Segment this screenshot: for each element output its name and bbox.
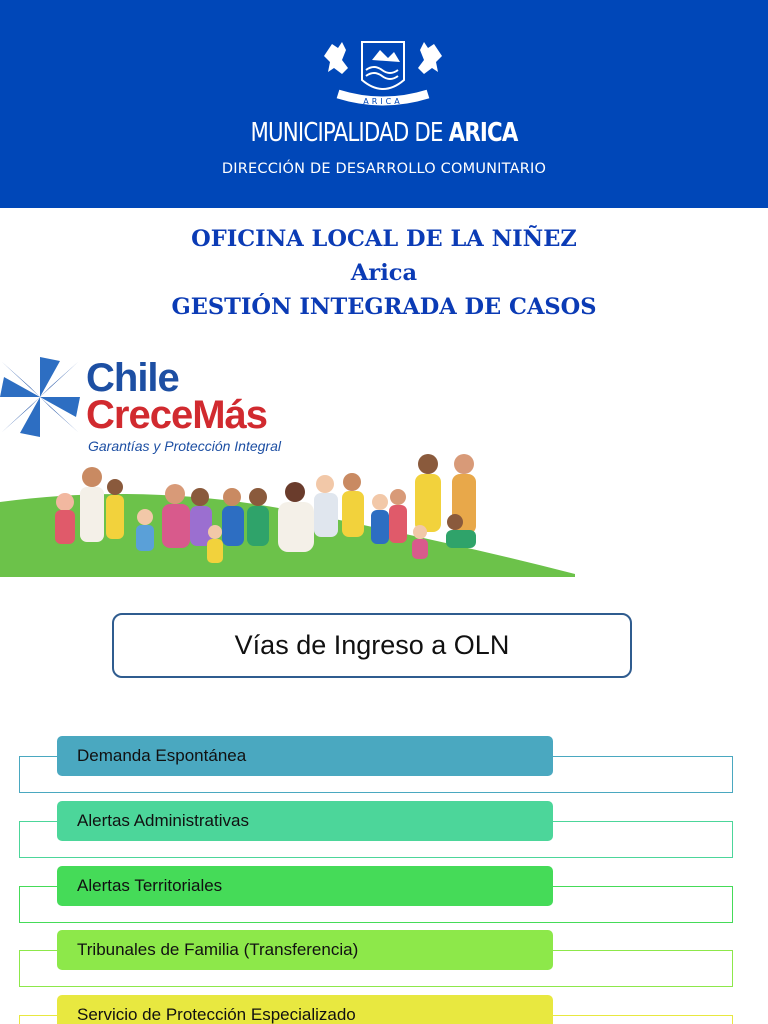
route-item-alertas-territoriales (0, 866, 768, 926)
route-pill (57, 930, 553, 970)
route-label: Servicio de Protección Especializado (77, 1005, 356, 1024)
arica-crest-logo (322, 36, 444, 114)
office-title-line1: OFICINA LOCAL DE LA NIÑEZ (191, 226, 577, 252)
route-label: Tribunales de Familia (Transferencia) (77, 940, 359, 959)
municipality-name (69, 118, 699, 148)
route-label: Alertas Territoriales (77, 876, 223, 895)
route-pill (57, 995, 553, 1024)
route-item-demanda-espontanea (0, 736, 768, 796)
municipality-name-regular: MUNICIPALIDAD DE (250, 118, 449, 148)
route-label: Alertas Administrativas (77, 811, 249, 830)
section-title: Vías de Ingreso a OLN (234, 630, 510, 660)
brand-line1: Chile (86, 356, 179, 400)
pinwheel-icon (0, 357, 80, 437)
municipality-name-bold: ARICA (448, 118, 518, 148)
route-item-tribunales-de-familia (0, 930, 768, 990)
section-title-box (112, 613, 632, 678)
office-title-block (0, 222, 768, 324)
route-item-alertas-administrativas (0, 801, 768, 861)
crest-text: ARICA (363, 97, 403, 106)
route-label: Demanda Espontánea (77, 746, 247, 765)
route-pill (57, 801, 553, 841)
route-pill (57, 866, 553, 906)
brand-line2: CreceMás (86, 393, 268, 437)
route-pill (57, 736, 553, 776)
brand-tagline: Garantías y Protección Integral (88, 438, 281, 454)
route-item-servicio-proteccion (0, 995, 768, 1024)
direction-subtitle: DIRECCIÓN DE DESARROLLO COMUNITARIO (221, 161, 547, 177)
office-title-line2: Arica (350, 260, 418, 286)
office-title-line3: GESTIÓN INTEGRADA DE CASOS (171, 294, 597, 320)
header-banner (0, 0, 768, 208)
